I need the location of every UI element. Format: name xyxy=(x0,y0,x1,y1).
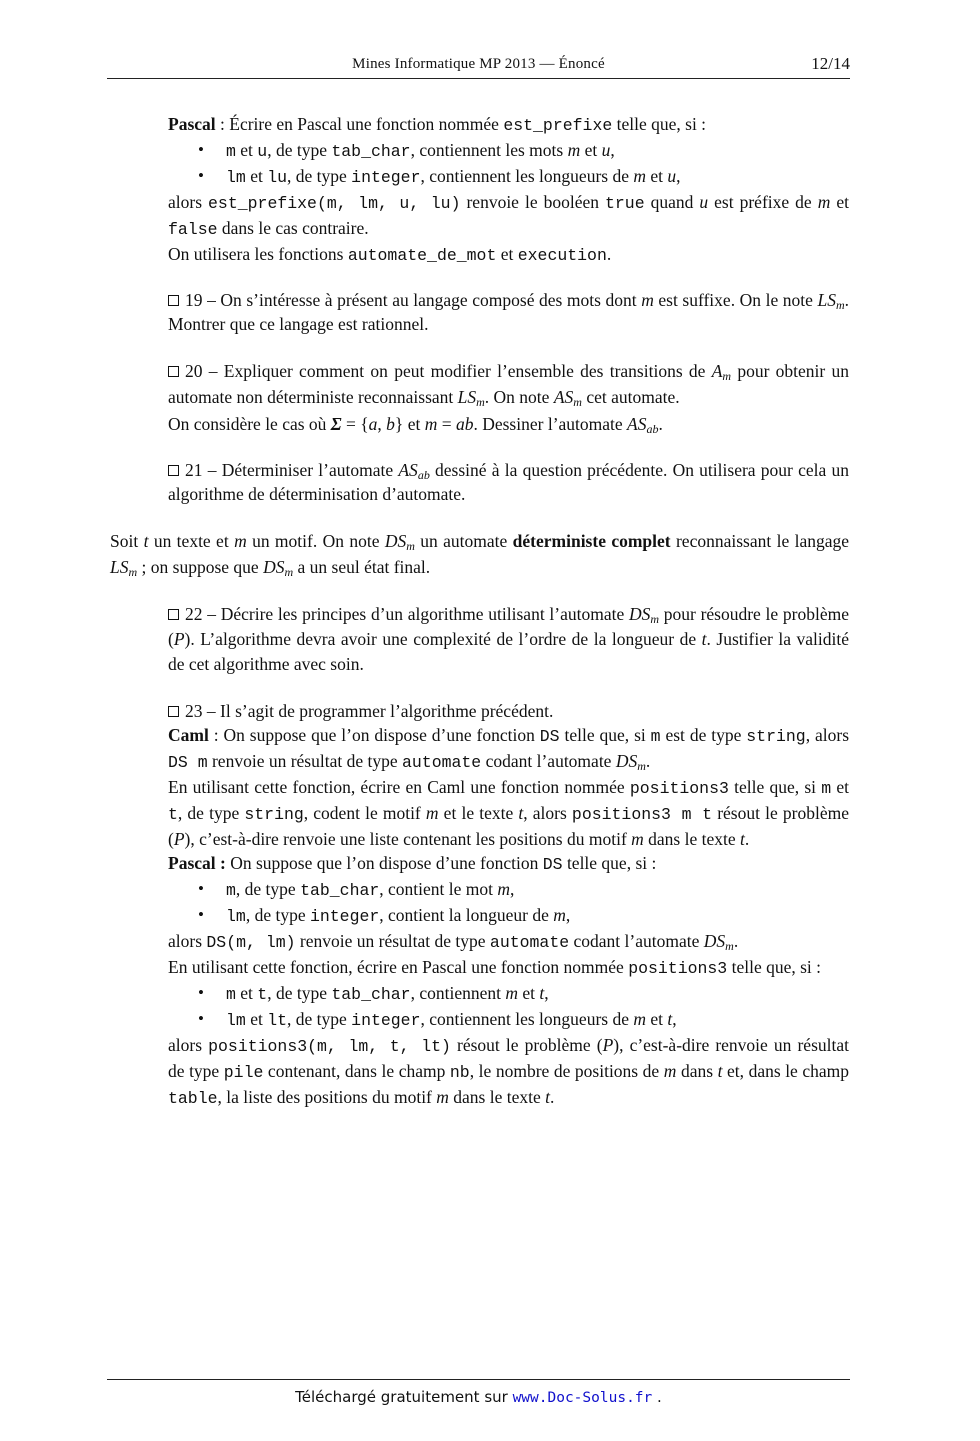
checkbox-square-icon xyxy=(168,465,179,476)
code: lm xyxy=(226,1011,246,1030)
math: AS xyxy=(398,460,418,480)
code: positions3 xyxy=(628,959,728,978)
text: . Justifier la validité de cet algorithme avec soin. xyxy=(168,629,849,674)
text: telle que, si xyxy=(728,777,822,797)
text: : On suppose que l’on dispose d’une fonction xyxy=(208,725,540,745)
text: et xyxy=(646,166,668,186)
text: , de type xyxy=(177,803,245,823)
paragraph xyxy=(168,1033,849,1111)
text: alors xyxy=(168,1035,209,1055)
text: reconnaissant le langage xyxy=(670,531,849,551)
text: et xyxy=(831,777,849,797)
text: On utilisera les fonctions xyxy=(168,244,348,264)
math: DS xyxy=(384,531,407,551)
math: DS xyxy=(263,557,285,577)
text: alors xyxy=(168,192,209,212)
list-item xyxy=(168,1007,849,1033)
code: positions3 xyxy=(629,779,729,798)
question-number: 22 – xyxy=(185,604,216,624)
code: lm xyxy=(226,168,246,187)
math-sub: m xyxy=(637,759,646,773)
math: m xyxy=(633,166,646,186)
math: t xyxy=(545,1087,550,1107)
math-sub: m xyxy=(284,565,294,579)
text: , alors xyxy=(523,803,572,823)
text: Expliquer comment on peut modifier l’ensemble des transitions de xyxy=(217,361,712,381)
math-sub: m xyxy=(650,612,660,626)
code: DS m xyxy=(168,753,208,772)
code: positions3(m, lm, t, lt) xyxy=(208,1037,451,1056)
math: u xyxy=(699,192,709,212)
text: dans xyxy=(676,1061,718,1081)
text: et, dans le champ xyxy=(722,1061,850,1081)
math: t xyxy=(701,629,707,649)
lang-label: Caml xyxy=(168,725,209,745)
math: m xyxy=(497,879,511,899)
paragraph xyxy=(168,955,849,981)
math: AS xyxy=(627,414,647,434)
text: , de type xyxy=(287,1009,352,1029)
code: lt xyxy=(267,1011,288,1030)
list-item xyxy=(168,903,849,929)
math-sub: m xyxy=(406,539,415,553)
math: AS xyxy=(553,387,574,407)
code: true xyxy=(605,194,645,213)
text: , xyxy=(565,905,571,925)
math: Σ xyxy=(330,414,342,434)
math: a xyxy=(368,414,378,434)
code: automate_de_mot xyxy=(347,246,497,265)
text: Soit xyxy=(110,531,144,551)
code: lu xyxy=(267,168,288,187)
paragraph xyxy=(168,358,849,410)
text: , contient le mot xyxy=(379,879,498,899)
paragraph xyxy=(168,775,849,851)
text: pour résoudre le problème ( xyxy=(168,604,849,649)
paragraph xyxy=(168,699,849,723)
math: m xyxy=(633,1009,646,1029)
math: m xyxy=(663,1061,677,1081)
list-item xyxy=(168,164,849,190)
text: , xyxy=(510,879,515,899)
math: u xyxy=(667,166,677,186)
text: contenant, dans le champ xyxy=(263,1061,450,1081)
text: un automate xyxy=(414,531,513,551)
code: tab_char xyxy=(300,881,380,900)
checkbox-square-icon xyxy=(168,295,179,306)
text: et le texte xyxy=(438,803,519,823)
code: integer xyxy=(309,907,380,926)
question-23 xyxy=(168,699,849,1111)
text: dans le texte xyxy=(448,1087,546,1107)
text: telle que, si : xyxy=(562,853,657,873)
code: string xyxy=(244,805,304,824)
math: LS xyxy=(457,387,477,407)
text: et xyxy=(235,983,258,1003)
text: Déterminiser l’automate xyxy=(216,460,399,480)
text: , de type xyxy=(235,879,301,899)
text: et xyxy=(235,140,258,160)
text: , xyxy=(377,414,387,434)
text: , xyxy=(544,983,549,1003)
text: codant l’automate xyxy=(481,751,616,771)
text: telle que, si : xyxy=(727,957,822,977)
math: m xyxy=(631,829,644,849)
math: P xyxy=(173,629,185,649)
paragraph xyxy=(110,528,849,580)
text: . Montrer que ce langage est rationnel. xyxy=(168,290,850,334)
code: integer xyxy=(351,168,421,187)
text: , contiennent les longueurs de xyxy=(420,1009,634,1029)
code: t xyxy=(257,985,268,1004)
paragraph xyxy=(168,190,849,242)
text: , la liste des positions du motif xyxy=(217,1087,437,1107)
text: . xyxy=(733,931,739,951)
math: DS xyxy=(628,604,651,624)
text: un texte et xyxy=(148,531,235,551)
math: m xyxy=(553,905,566,925)
question-number: 21 – xyxy=(185,460,217,480)
math: m xyxy=(505,983,518,1003)
text: . Dessiner l’automate xyxy=(473,414,628,434)
code: lm xyxy=(226,907,246,926)
code: automate xyxy=(489,933,570,952)
text: renvoie un résultat de type xyxy=(295,931,490,951)
text: telle que, si : xyxy=(612,114,707,134)
text: et xyxy=(580,140,602,160)
math: m xyxy=(817,192,831,212)
code: pile xyxy=(223,1063,264,1082)
page-content xyxy=(0,112,980,1111)
text: } et xyxy=(394,414,425,434)
text: renvoie un résultat de type xyxy=(207,751,402,771)
text: , contiennent les longueurs de xyxy=(420,166,634,186)
footer-text: Téléchargé gratuitement sur xyxy=(295,1388,513,1406)
text: , xyxy=(676,166,681,186)
text: est préfixe de xyxy=(708,192,818,212)
math: t xyxy=(740,829,745,849)
list-item xyxy=(168,877,849,903)
pascal-est-prefixe-block xyxy=(168,112,849,268)
text: . xyxy=(645,751,651,771)
text: ), c’est-à-dire renvoie une liste contenant les positions du motif xyxy=(184,829,632,849)
math: P xyxy=(602,1035,614,1055)
page-footer xyxy=(107,1379,850,1406)
question-number: 23 – xyxy=(185,701,216,721)
code: m xyxy=(226,985,236,1004)
text: et xyxy=(646,1009,668,1029)
text: , alors xyxy=(805,725,850,745)
text: est suffixe. On le note xyxy=(653,290,818,310)
code: est_prefixe(m, lm, u, lu) xyxy=(208,194,461,213)
code: nb xyxy=(449,1063,470,1082)
text: On s’intéresse à présent au langage composé des mots dont xyxy=(215,290,642,310)
footer-end: . xyxy=(652,1388,662,1406)
text: , xyxy=(672,1009,677,1029)
text: quand xyxy=(644,192,700,212)
math-sub: ab xyxy=(646,422,659,436)
code: string xyxy=(746,727,806,746)
question-20 xyxy=(168,358,849,438)
code: false xyxy=(168,220,218,239)
math-sub: m xyxy=(725,939,734,953)
paragraph xyxy=(168,723,849,775)
text: En utilisant cette fonction, écrire en Caml une fonction nommée xyxy=(168,777,630,797)
code: DS xyxy=(542,855,563,874)
text: , le nombre de positions de xyxy=(469,1061,664,1081)
question-number: 20 – xyxy=(185,361,218,381)
text: telle que, si xyxy=(559,725,651,745)
text: . xyxy=(658,414,663,434)
math-sub: m xyxy=(476,395,485,409)
question-21 xyxy=(168,458,849,506)
code: positions3 m t xyxy=(571,805,713,824)
math: u xyxy=(601,140,611,160)
math: P xyxy=(173,829,185,849)
math-sub: ab xyxy=(417,468,430,482)
text: ). L’algorithme devra avoir une complexité de l’ordre de la longueur de xyxy=(184,629,702,649)
text: renvoie le booléen xyxy=(460,192,605,212)
math: m xyxy=(567,140,581,160)
text: dans le cas contraire. xyxy=(217,218,369,238)
math: ab xyxy=(455,414,474,434)
text: . xyxy=(606,244,612,264)
checkbox-square-icon xyxy=(168,706,179,717)
math-sub: m xyxy=(722,369,732,383)
page-header xyxy=(107,52,850,79)
code: automate xyxy=(402,753,482,772)
math: m xyxy=(436,1087,449,1107)
text: et xyxy=(245,1009,268,1029)
math: A xyxy=(711,361,723,381)
text: dessiné à la question précédente. On utilisera pour cela un algorithme de déterminisation d’automate. xyxy=(168,460,849,504)
math: DS xyxy=(615,751,638,771)
math: m xyxy=(424,414,438,434)
code: est_prefixe xyxy=(503,116,613,135)
text: cet automate. xyxy=(581,387,680,407)
text: , de type xyxy=(245,905,310,925)
text: ; on suppose que xyxy=(137,557,264,577)
code: DS(m, lm) xyxy=(206,933,296,952)
math: t xyxy=(717,1061,723,1081)
code: DS xyxy=(539,727,560,746)
text: On suppose que l’on dispose d’une fonction xyxy=(225,853,543,873)
code: t xyxy=(168,805,178,824)
text: . xyxy=(744,829,750,849)
math: t xyxy=(667,1009,673,1029)
math: LS xyxy=(110,557,129,577)
text: alors xyxy=(168,931,207,951)
question-19 xyxy=(168,288,849,336)
code: u xyxy=(257,142,268,161)
text: dans le texte xyxy=(643,829,740,849)
text: est de type xyxy=(660,725,747,745)
text: et xyxy=(830,192,849,212)
text: , xyxy=(610,140,615,160)
text: , de type xyxy=(287,166,352,186)
code: table xyxy=(168,1089,218,1108)
text: , contiennent xyxy=(410,983,506,1003)
text: , de type xyxy=(267,983,332,1003)
paragraph xyxy=(168,602,849,677)
lang-label: Pascal xyxy=(168,114,216,134)
list-item xyxy=(168,138,849,164)
question-number: 19 – xyxy=(185,290,216,310)
text: , codent le motif xyxy=(303,803,426,823)
text: pour obtenir un automate non déterministe reconnaissant xyxy=(168,361,849,407)
paragraph xyxy=(168,851,849,877)
code: m xyxy=(650,727,661,746)
math: t xyxy=(518,803,524,823)
math-sub: m xyxy=(573,395,582,409)
text: = { xyxy=(341,414,369,434)
math: m xyxy=(425,803,439,823)
footer-link[interactable]: www.Doc-Solus.fr xyxy=(512,1390,653,1406)
text: résout le problème ( xyxy=(450,1035,603,1055)
text: Décrire les principes d’un algorithme utilisant l’automate xyxy=(215,604,629,624)
text: a un seul état final. xyxy=(293,557,431,577)
lang-label: Pascal : xyxy=(168,853,226,873)
intro-paragraph xyxy=(110,528,849,580)
text: résout le problème ( xyxy=(168,803,849,849)
math: t xyxy=(143,531,149,551)
code: m xyxy=(226,881,236,900)
code: m xyxy=(821,779,832,798)
text: . xyxy=(550,1087,555,1107)
text: En utilisant cette fonction, écrire en Pascal une fonction nommée xyxy=(168,957,629,977)
text: ), c’est-à-dire renvoie un résultat de type xyxy=(168,1035,849,1081)
header-title: Mines Informatique MP 2013 — Énoncé xyxy=(352,56,605,72)
math: m xyxy=(641,290,654,310)
question-22 xyxy=(168,602,849,677)
paragraph xyxy=(168,410,849,438)
text: . On note xyxy=(484,387,554,407)
math-sub: m xyxy=(835,298,845,312)
math: DS xyxy=(703,931,726,951)
math: b xyxy=(386,414,395,434)
math-sub: m xyxy=(128,565,138,579)
bold-text: déterministe complet xyxy=(512,531,671,551)
text: un motif. On note xyxy=(246,531,385,551)
checkbox-square-icon xyxy=(168,609,179,620)
page-number: 12/14 xyxy=(811,54,850,73)
code: integer xyxy=(351,1011,421,1030)
code: execution xyxy=(517,246,607,265)
checkbox-square-icon xyxy=(168,366,179,377)
text: , de type xyxy=(267,140,332,160)
code: tab_char xyxy=(331,985,411,1004)
math: LS xyxy=(817,290,836,310)
text: , contiennent les mots xyxy=(410,140,568,160)
text: et xyxy=(517,983,540,1003)
text: : Écrire en Pascal une fonction nommée xyxy=(215,114,504,134)
text: , contient la longueur de xyxy=(379,905,554,925)
text: et xyxy=(245,166,268,186)
text: = xyxy=(437,414,456,434)
text: Il s’agit de programmer l’algorithme précédent. xyxy=(215,701,554,721)
text: On considère le cas où xyxy=(168,414,331,434)
text: et xyxy=(496,244,518,264)
text: codant l’automate xyxy=(569,931,704,951)
paragraph xyxy=(168,242,849,268)
paragraph xyxy=(168,112,849,138)
math: t xyxy=(539,983,545,1003)
paragraph xyxy=(168,929,849,955)
code: tab_char xyxy=(331,142,411,161)
code: m xyxy=(226,142,236,161)
math: m xyxy=(234,531,247,551)
list-item xyxy=(168,981,849,1007)
paragraph xyxy=(168,458,849,506)
paragraph xyxy=(168,288,849,336)
